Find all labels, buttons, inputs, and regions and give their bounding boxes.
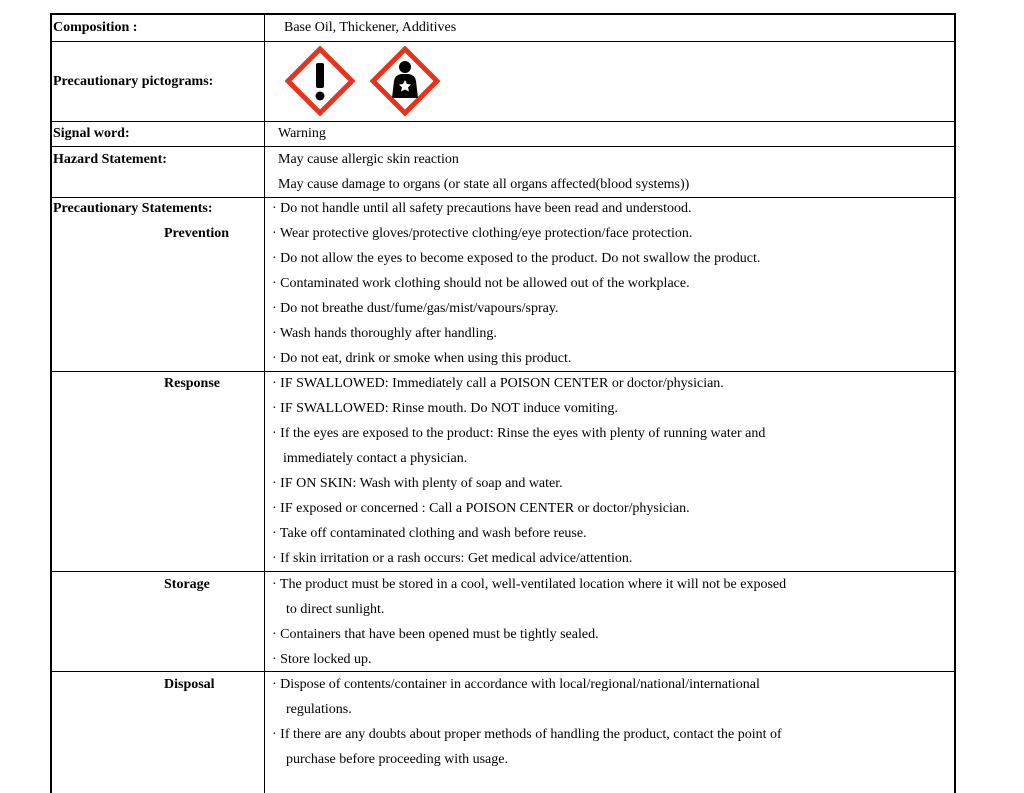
storage-label: Storage <box>164 577 210 592</box>
statement-line: · Wash hands thoroughly after handling. <box>272 326 497 341</box>
statement-line: · Do not breathe dust/fume/gas/mist/vapours/spray. <box>272 301 559 316</box>
statement-line-continued: regulations. <box>286 702 352 717</box>
response-label: Response <box>164 376 221 391</box>
hazard-line: May cause allergic skin reaction <box>278 152 459 167</box>
composition-label: Composition : <box>53 20 138 35</box>
hazard-line: May cause damage to organs (or state all organs affected(blood systems)) <box>278 177 690 192</box>
statement-line: · Store locked up. <box>272 652 372 667</box>
statement-line: · If the eyes are exposed to the product: Rinse the eyes with plenty of running water and <box>272 426 766 441</box>
table-border-top <box>50 13 956 15</box>
column-divider <box>264 13 265 793</box>
statement-line: · IF SWALLOWED: Rinse mouth. Do NOT induce vomiting. <box>272 401 618 416</box>
statement-line: · Dispose of contents/container in accordance with local/regional/national/international <box>272 677 760 692</box>
row-divider <box>50 121 956 122</box>
statement-line-continued: purchase before proceeding with usage. <box>286 752 508 767</box>
statement-line: · Wear protective gloves/protective clothing/eye protection/face protection. <box>272 226 693 241</box>
statement-line-continued: to direct sunlight. <box>286 602 385 617</box>
statement-line: · Do not allow the eyes to become exposed to the product. Do not swallow the product. <box>272 251 761 266</box>
statement-line: · Take off contaminated clothing and wash before reuse. <box>272 526 587 541</box>
composition-value: Base Oil, Thickener, Additives <box>284 20 457 35</box>
pictograms-label: Precautionary pictograms: <box>53 74 214 89</box>
precautionary-statements-label: Precautionary Statements: <box>53 201 213 216</box>
sds-hazard-table <box>50 13 956 793</box>
exclamation-mark-pictogram-icon <box>285 46 355 116</box>
signal-word-value: Warning <box>278 126 326 141</box>
signal-word-label: Signal word: <box>53 126 130 141</box>
disposal-label: Disposal <box>164 677 215 692</box>
row-divider <box>50 41 956 42</box>
prevention-label: Prevention <box>164 226 230 241</box>
table-border-left <box>50 13 52 793</box>
statement-line: · If there are any doubts about proper methods of handling the product, contact the point of <box>272 727 782 742</box>
statement-line: · IF exposed or concerned : Call a POISON CENTER or doctor/physician. <box>272 501 690 516</box>
statement-line-continued: immediately contact a physician. <box>283 451 468 466</box>
hazard-statement-label: Hazard Statement: <box>53 152 167 167</box>
table-border-right <box>954 13 956 793</box>
statement-line: · If skin irritation or a rash occurs: Get medical advice/attention. <box>272 551 633 566</box>
statement-line: · Do not handle until all safety precautions have been read and understood. <box>272 201 692 216</box>
statement-line: · The product must be stored in a cool, well-ventilated location where it will not be exposed <box>272 577 787 592</box>
statement-line: · Do not eat, drink or smoke when using this product. <box>272 351 572 366</box>
health-hazard-pictogram-icon <box>370 46 440 116</box>
statement-line: · Contaminated work clothing should not be allowed out of the workplace. <box>272 276 690 291</box>
row-divider <box>50 146 956 147</box>
statement-line: · Containers that have been opened must be tightly sealed. <box>272 627 599 642</box>
statement-line: · IF SWALLOWED: Immediately call a POISON CENTER or doctor/physician. <box>272 376 724 391</box>
statement-line: · IF ON SKIN: Wash with plenty of soap and water. <box>272 476 563 491</box>
